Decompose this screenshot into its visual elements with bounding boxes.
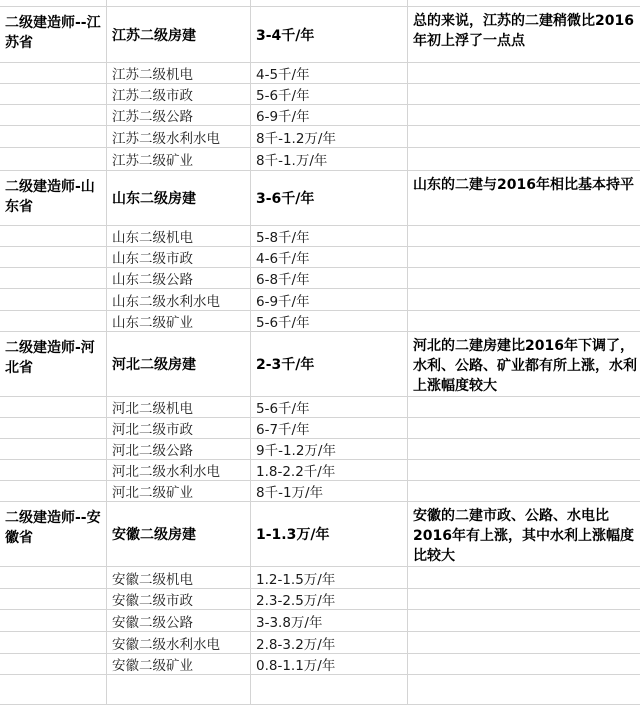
category-cell[interactable]: 江苏二级公路 xyxy=(107,105,251,126)
empty-cell[interactable] xyxy=(408,268,640,289)
empty-cell[interactable] xyxy=(408,148,640,171)
salary-cell[interactable]: 1.8-2.2千/年 xyxy=(251,460,408,481)
empty-cell[interactable] xyxy=(408,589,640,610)
empty-cell[interactable] xyxy=(408,289,640,311)
empty-cell[interactable] xyxy=(408,247,640,268)
main-salary-cell[interactable]: 2-3千/年 xyxy=(251,332,408,397)
empty-cell[interactable] xyxy=(251,675,408,705)
category-cell[interactable]: 河北二级机电 xyxy=(107,397,251,418)
table-row xyxy=(0,589,640,610)
main-salary-cell[interactable]: 3-4千/年 xyxy=(251,7,408,63)
empty-cell[interactable] xyxy=(0,654,107,675)
empty-cell[interactable] xyxy=(408,460,640,481)
table-row xyxy=(0,289,640,311)
table-row xyxy=(0,439,640,460)
empty-cell[interactable] xyxy=(0,481,107,502)
empty-cell[interactable] xyxy=(408,481,640,502)
category-cell[interactable]: 安徽二级水利水电 xyxy=(107,632,251,654)
empty-cell[interactable] xyxy=(408,226,640,247)
main-category-cell[interactable]: 山东二级房建 xyxy=(107,171,251,226)
salary-cell[interactable]: 4-6千/年 xyxy=(251,247,408,268)
salary-cell[interactable]: 6-7千/年 xyxy=(251,418,408,439)
salary-cell[interactable]: 5-8千/年 xyxy=(251,226,408,247)
empty-cell[interactable] xyxy=(408,632,640,654)
salary-cell[interactable]: 8千-1万/年 xyxy=(251,481,408,502)
empty-cell[interactable] xyxy=(408,126,640,148)
empty-cell[interactable] xyxy=(408,675,640,705)
table-row xyxy=(0,632,640,654)
category-cell[interactable]: 山东二级矿业 xyxy=(107,311,251,332)
table-row xyxy=(0,226,640,247)
empty-cell[interactable] xyxy=(107,675,251,705)
salary-cell[interactable]: 5-6千/年 xyxy=(251,311,408,332)
table-row xyxy=(0,654,640,675)
empty-cell[interactable] xyxy=(0,632,107,654)
category-cell[interactable]: 山东二级公路 xyxy=(107,268,251,289)
empty-cell[interactable] xyxy=(0,148,107,171)
empty-cell[interactable] xyxy=(0,63,107,84)
empty-cell[interactable] xyxy=(408,311,640,332)
category-cell[interactable]: 安徽二级市政 xyxy=(107,589,251,610)
category-cell[interactable]: 河北二级水利水电 xyxy=(107,460,251,481)
empty-cell[interactable] xyxy=(408,105,640,126)
table-row xyxy=(0,460,640,481)
salary-cell[interactable]: 9千-1.2万/年 xyxy=(251,439,408,460)
province-header-row xyxy=(0,7,640,63)
table-row xyxy=(0,247,640,268)
table-row xyxy=(0,126,640,148)
salary-cell[interactable]: 6-9千/年 xyxy=(251,289,408,311)
category-cell[interactable]: 安徽二级矿业 xyxy=(107,654,251,675)
note-cell[interactable]: 河北的二建房建比2016年下调了，水利、公路、矿业都有所上涨，水利上涨幅度较大 xyxy=(408,332,640,397)
empty-cell[interactable] xyxy=(0,675,107,705)
category-cell[interactable]: 江苏二级矿业 xyxy=(107,148,251,171)
province-header-row xyxy=(0,171,640,226)
table-row xyxy=(0,63,640,84)
empty-cell[interactable] xyxy=(0,268,107,289)
salary-cell[interactable]: 8千-1.万/年 xyxy=(251,148,408,171)
province-cell[interactable]: 二级建造师--安徽省 xyxy=(0,502,107,567)
empty-cell[interactable] xyxy=(0,126,107,148)
empty-cell[interactable] xyxy=(0,439,107,460)
salary-cell[interactable]: 2.8-3.2万/年 xyxy=(251,632,408,654)
main-salary-cell[interactable]: 3-6千/年 xyxy=(251,171,408,226)
salary-cell[interactable]: 5-6千/年 xyxy=(251,84,408,105)
empty-cell[interactable] xyxy=(0,289,107,311)
empty-cell[interactable] xyxy=(408,567,640,589)
province-header-row xyxy=(0,502,640,567)
table-row xyxy=(0,610,640,632)
empty-cell[interactable] xyxy=(408,654,640,675)
empty-cell[interactable] xyxy=(408,418,640,439)
empty-cell[interactable] xyxy=(0,460,107,481)
category-cell[interactable]: 江苏二级水利水电 xyxy=(107,126,251,148)
empty-cell[interactable] xyxy=(0,105,107,126)
empty-cell[interactable] xyxy=(0,589,107,610)
salary-cell[interactable]: 5-6千/年 xyxy=(251,397,408,418)
main-category-cell[interactable]: 江苏二级房建 xyxy=(107,7,251,63)
table-row xyxy=(0,481,640,502)
empty-cell[interactable] xyxy=(0,84,107,105)
empty-cell[interactable] xyxy=(0,311,107,332)
province-cell[interactable]: 二级建造师-河北省 xyxy=(0,332,107,397)
note-cell[interactable]: 山东的二建与2016年相比基本持平 xyxy=(408,171,640,226)
salary-cell[interactable]: 8千-1.2万/年 xyxy=(251,126,408,148)
salary-cell[interactable]: 4-5千/年 xyxy=(251,63,408,84)
category-cell[interactable]: 安徽二级公路 xyxy=(107,610,251,632)
note-cell[interactable]: 安徽的二建市政、公路、水电比2016年有上涨，其中水利上涨幅度比较大 xyxy=(408,502,640,567)
province-cell[interactable]: 二级建造师--江苏省 xyxy=(0,7,107,63)
bottom-partial-row xyxy=(0,675,640,705)
salary-cell[interactable]: 3-3.8万/年 xyxy=(251,610,408,632)
empty-cell[interactable] xyxy=(408,439,640,460)
salary-cell[interactable]: 6-8千/年 xyxy=(251,268,408,289)
category-cell[interactable]: 山东二级机电 xyxy=(107,226,251,247)
table-row xyxy=(0,268,640,289)
salary-cell[interactable]: 2.3-2.5万/年 xyxy=(251,589,408,610)
main-salary-cell[interactable]: 1-1.3万/年 xyxy=(251,502,408,567)
empty-cell[interactable] xyxy=(0,567,107,589)
main-category-cell[interactable]: 安徽二级房建 xyxy=(107,502,251,567)
category-cell[interactable]: 山东二级水利水电 xyxy=(107,289,251,311)
empty-cell[interactable] xyxy=(408,63,640,84)
empty-cell[interactable] xyxy=(408,610,640,632)
category-cell[interactable]: 山东二级市政 xyxy=(107,247,251,268)
main-category-cell[interactable]: 河北二级房建 xyxy=(107,332,251,397)
table-row xyxy=(0,105,640,126)
empty-cell[interactable] xyxy=(0,610,107,632)
salary-cell[interactable]: 6-9千/年 xyxy=(251,105,408,126)
salary-cell[interactable]: 0.8-1.1万/年 xyxy=(251,654,408,675)
empty-cell[interactable] xyxy=(0,226,107,247)
empty-cell[interactable] xyxy=(0,418,107,439)
category-cell[interactable]: 河北二级市政 xyxy=(107,418,251,439)
empty-cell[interactable] xyxy=(408,84,640,105)
table-row xyxy=(0,148,640,171)
table-row xyxy=(0,418,640,439)
note-cell[interactable]: 总的来说，江苏的二建稍微比2016年初上浮了一点点 xyxy=(408,7,640,63)
table-row xyxy=(0,311,640,332)
province-header-row xyxy=(0,332,640,397)
category-cell[interactable]: 江苏二级机电 xyxy=(107,63,251,84)
salary-cell[interactable]: 1.2-1.5万/年 xyxy=(251,567,408,589)
category-cell[interactable]: 安徽二级机电 xyxy=(107,567,251,589)
table-row xyxy=(0,84,640,105)
empty-cell[interactable] xyxy=(408,397,640,418)
table-row xyxy=(0,397,640,418)
category-cell[interactable]: 江苏二级市政 xyxy=(107,84,251,105)
category-cell[interactable]: 河北二级公路 xyxy=(107,439,251,460)
table-row xyxy=(0,567,640,589)
province-cell[interactable]: 二级建造师-山东省 xyxy=(0,171,107,226)
empty-cell[interactable] xyxy=(0,247,107,268)
category-cell[interactable]: 河北二级矿业 xyxy=(107,481,251,502)
empty-cell[interactable] xyxy=(0,397,107,418)
